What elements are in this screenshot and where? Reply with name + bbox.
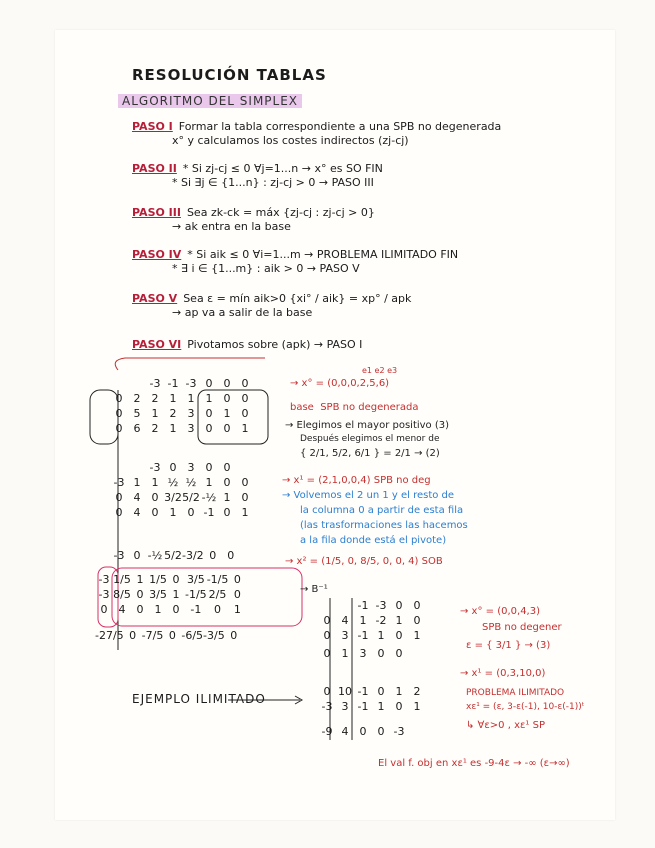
step-text: Formar la tabla correspondiente a una SPB no degenerada <box>178 120 502 133</box>
example-tableau-1 <box>318 598 426 643</box>
note-prob: PROBLEMA ILIMITADO <box>466 688 565 698</box>
tableau-cell: -½ <box>147 549 163 562</box>
tableau-cell: 0 <box>377 725 385 738</box>
tableau-cell: 0 <box>100 603 108 616</box>
note-x0 <box>290 378 389 389</box>
tableau-cell: 0 <box>223 377 231 390</box>
tableau-cell: 0 <box>230 629 238 642</box>
tableau-row <box>318 613 426 628</box>
note-binv: → B⁻¹ <box>300 584 328 595</box>
step-label: PASO I <box>132 120 173 133</box>
example-tableau-1-z-row <box>318 646 408 661</box>
tableau-cell: 1 <box>169 422 177 435</box>
note-volvemos-2: la columna 0 a partir de esta fila <box>300 505 464 516</box>
tableau-row <box>110 460 254 475</box>
tableau-cell: 0 <box>223 476 231 489</box>
tableau-cell: -3 <box>375 599 387 612</box>
tableau-cell: 0 <box>172 573 180 586</box>
tableau-cell <box>128 376 146 391</box>
tableau-cell: -27/5 <box>95 629 124 642</box>
tableau-cell: 0 <box>205 461 213 474</box>
tableau-cell: 0 <box>377 647 385 660</box>
tableau-row <box>110 421 254 436</box>
tableau-cell: 0 <box>172 603 180 616</box>
tableau-1 <box>110 376 254 436</box>
tableau-cell <box>110 376 128 391</box>
tableau-cell: -1 <box>357 629 369 642</box>
tableau-row <box>95 628 243 643</box>
tableau-2 <box>110 460 254 520</box>
tableau-cell: 4 <box>341 725 349 738</box>
note-ex-x0: → x° = (0,0,4,3) <box>460 606 540 617</box>
tableau-cell: 3 <box>187 461 195 474</box>
note-despues: Después elegimos el menor de <box>300 434 440 444</box>
tableau-cell: 0 <box>151 506 159 519</box>
example-title: EJEMPLO ILIMITADO <box>132 692 266 706</box>
tableau-cell: 0 <box>168 629 176 642</box>
note-forall: ↳ ∀ε>0 , xε¹ SP <box>466 720 545 731</box>
tableau-cell: 4 <box>133 506 141 519</box>
tableau-cell: -½ <box>201 491 217 504</box>
tableau-cell: -1/5 <box>206 573 229 586</box>
tableau-cell: 0 <box>223 422 231 435</box>
tableau-cell: 0 <box>227 549 235 562</box>
note-elegimos: → Elegimos el mayor positivo (3) <box>285 420 450 431</box>
note-ex-x1: → x¹ = (0,3,10,0) <box>460 668 546 679</box>
note-ex-eps: ε = { 3/1 } → (3) <box>466 640 551 651</box>
example-tableau-2-z-row <box>318 724 408 739</box>
tableau-cell: 0 <box>413 599 421 612</box>
tableau-cell: 4 <box>341 614 349 627</box>
tableau-3 <box>95 572 246 617</box>
step-text: → ak entra en la base <box>172 220 291 233</box>
tableau-cell: 0 <box>169 461 177 474</box>
tableau-row <box>95 587 246 602</box>
note-basis: e1 e2 e3 <box>362 366 398 375</box>
tableau-cell: 1 <box>187 392 195 405</box>
tableau-3-body <box>95 572 246 617</box>
note-volvemos-3: (las trasformaciones las hacemos <box>300 520 468 531</box>
tableau-row <box>318 699 426 714</box>
tableau-cell: 0 <box>205 377 213 390</box>
step-text: Sea zk-ck = máx {zj-cj : zj-cj > 0} <box>186 206 375 219</box>
tableau-cell <box>236 460 254 475</box>
page-subtitle: ALGORITMO DEL SIMPLEX <box>118 94 302 108</box>
tableau-row <box>110 406 254 421</box>
tableau-row <box>110 505 254 520</box>
tableau-1-body <box>110 376 254 436</box>
tableau-cell: 1 <box>169 392 177 405</box>
tableau-cell: 1 <box>341 647 349 660</box>
tableau-row <box>318 646 408 661</box>
tableau-cell: 6 <box>133 422 141 435</box>
tableau-cell: 0 <box>233 573 241 586</box>
tableau-2-z-row <box>110 548 240 563</box>
tableau-cell: -3 <box>113 549 125 562</box>
tableau-2-z-body <box>110 548 240 563</box>
tableau-cell: 1 <box>413 700 421 713</box>
tableau-cell: 0 <box>205 407 213 420</box>
tableau-cell: 1 <box>169 506 177 519</box>
tableau-cell: 1 <box>413 629 421 642</box>
tableau-cell: 1/5 <box>113 573 131 586</box>
tableau-cell: 0 <box>187 506 195 519</box>
tableau-cell: 0 <box>115 392 123 405</box>
tableau-cell: 1 <box>377 629 385 642</box>
note-ex-spb: SPB no degener <box>482 622 562 633</box>
tableau-cell: 1 <box>205 392 213 405</box>
tableau-cell: -3 <box>149 461 161 474</box>
tableau-cell: -9 <box>321 725 333 738</box>
tableau-cell: 1 <box>133 476 141 489</box>
step-text: → ap va a salir de la base <box>172 306 313 319</box>
tableau-cell: 1 <box>223 491 231 504</box>
tableau-cell: 2/5 <box>208 588 227 601</box>
note-text: → x° = (0,0,0,2,5,6) <box>290 378 390 389</box>
tableau-cell: 0 <box>395 647 403 660</box>
step-text: * Si zj-cj ≤ 0 ∀j=1...n → x° es SO FIN <box>182 162 383 175</box>
tableau-cell: 0 <box>151 491 159 504</box>
tableau-cell: -3 <box>185 377 197 390</box>
tableau-row <box>110 391 254 406</box>
tableau-cell: 3 <box>341 629 349 642</box>
tableau-cell: 0 <box>241 392 249 405</box>
step-text: * Si aik ≤ 0 ∀i=1...m → PROBLEMA ILIMITADO FIN <box>187 248 459 261</box>
tableau-cell: -1 <box>357 599 369 612</box>
tableau-cell: 1 <box>136 573 144 586</box>
tableau-cell: 5/2 <box>164 549 182 562</box>
tableau-cell: -3/5 <box>203 629 225 642</box>
tableau-cell: 3 <box>341 700 349 713</box>
tableau-cell: -1 <box>167 377 179 390</box>
tableau-cell: 3 <box>359 647 367 660</box>
step-text: * Si ∃j ∈ {1...n} : zj-cj > 0 → PASO III <box>172 176 374 189</box>
tableau-cell: 0 <box>115 407 123 420</box>
tableau-cell: -1 <box>357 700 369 713</box>
note-xe: xε¹ = (ε, 3-ε(-1), 10-ε(-1))ᵗ <box>466 702 585 712</box>
tableau-cell: 1 <box>241 506 249 519</box>
tableau-cell: 8/5 <box>113 588 131 601</box>
example-tableau-1-z-body <box>318 646 408 661</box>
step-label: PASO III <box>132 206 181 219</box>
tableau-cell: 0 <box>223 392 231 405</box>
tableau-cell: 0 <box>233 588 241 601</box>
tableau-cell: 0 <box>136 603 144 616</box>
tableau-cell: 2 <box>413 685 421 698</box>
tableau-cell <box>318 598 336 613</box>
tableau-3-z-body <box>95 628 243 643</box>
note-x1: → x¹ = (2,1,0,0,4) SPB no deg <box>282 475 431 486</box>
tableau-cell: 0 <box>241 407 249 420</box>
example-tableau-2 <box>318 684 426 714</box>
step-label: PASO VI <box>132 338 182 351</box>
tableau-cell: 3 <box>187 422 195 435</box>
tableau-row <box>110 490 254 505</box>
tableau-row <box>318 598 426 613</box>
tableau-cell: 0 <box>223 506 231 519</box>
note-ratios: { 2/1, 5/2, 6/1 } = 2/1 → (2) <box>300 448 440 459</box>
step-label: PASO II <box>132 162 177 175</box>
tableau-cell: -3 <box>321 700 333 713</box>
tableau-cell: 2 <box>151 422 159 435</box>
tableau-cell: 0 <box>214 603 222 616</box>
tableau-cell: 3/5 <box>186 573 205 586</box>
tableau-row <box>318 724 408 739</box>
tableau-cell: 0 <box>323 629 331 642</box>
tableau-cell: 5/2 <box>182 491 200 504</box>
example-tableau-2-body <box>318 684 426 714</box>
tableau-cell: -1 <box>203 506 215 519</box>
tableau-cell: 2 <box>151 392 159 405</box>
tableau-cell: 1 <box>154 603 162 616</box>
note-spb <box>290 402 418 413</box>
tableau-cell: -3 <box>113 476 125 489</box>
tableau-cell: 0 <box>395 599 403 612</box>
tableau-cell: 3 <box>187 407 195 420</box>
tableau-cell: 2 <box>133 392 141 405</box>
tableau-row <box>95 602 246 617</box>
tableau-cell: 0 <box>241 377 249 390</box>
tableau-cell: 0 <box>241 491 249 504</box>
tableau-cell: 0 <box>359 725 367 738</box>
tableau-cell: 0 <box>395 700 403 713</box>
tableau-cell: -3 <box>98 588 110 601</box>
note-volvemos-1: → Volvemos el 2 un 1 y el resto de <box>282 490 455 501</box>
tableau-cell: 0 <box>323 614 331 627</box>
tableau-row <box>110 475 254 490</box>
tableau-cell: 1 <box>395 614 403 627</box>
tableau-cell: -1 <box>357 685 369 698</box>
tableau-cell: ½ <box>167 476 179 489</box>
tableau-cell: 0 <box>413 614 421 627</box>
tableau-row <box>318 628 426 643</box>
tableau-cell <box>110 460 128 475</box>
tableau-cell: 4 <box>133 491 141 504</box>
tableau-cell: -3 <box>393 725 405 738</box>
tableau-cell: 1 <box>223 407 231 420</box>
tableau-cell: 0 <box>395 629 403 642</box>
tableau-cell: 0 <box>323 685 331 698</box>
step-text: Sea ε = mín aik>0 {xi° / aik} = xp° / apk <box>183 292 412 305</box>
tableau-cell: 1 <box>205 476 213 489</box>
step-text: * ∃ i ∈ {1...m} : aik > 0 → PASO V <box>172 262 360 275</box>
tableau-cell: -3/2 <box>182 549 204 562</box>
tableau-cell: 0 <box>223 461 231 474</box>
note-text: SPB no degenerada <box>320 402 419 413</box>
tableau-cell: 1 <box>172 588 180 601</box>
tableau-cell <box>336 598 354 613</box>
tableau-cell: -2 <box>375 614 387 627</box>
tableau-row <box>318 684 426 699</box>
tableau-cell: 0 <box>115 491 123 504</box>
tableau-cell: ½ <box>185 476 197 489</box>
tableau-cell: 1/5 <box>149 573 167 586</box>
tableau-cell: 0 <box>133 549 141 562</box>
tableau-cell: 2 <box>169 407 177 420</box>
tableau-cell: 0 <box>115 506 123 519</box>
tableau-row <box>95 572 246 587</box>
step-label: PASO V <box>132 292 178 305</box>
tableau-cell: 1 <box>151 407 159 420</box>
tableau-cell: 0 <box>377 685 385 698</box>
step-text: Pivotamos sobre (apk) → PASO I <box>187 338 363 351</box>
tableau-cell: 1 <box>233 603 241 616</box>
tableau-cell: 0 <box>241 476 249 489</box>
tableau-cell: -1/5 <box>185 588 207 601</box>
example-tableau-2-z-body <box>318 724 408 739</box>
tableau-cell: 0 <box>323 647 331 660</box>
tableau-cell: 1 <box>395 685 403 698</box>
tableau-cell: 4 <box>118 603 126 616</box>
step-text: x° y calculamos los costes indirectos (zj-cj) <box>172 134 409 147</box>
note-text: base <box>290 402 314 413</box>
tableau-cell: 3/2 <box>164 491 182 504</box>
tableau-row <box>110 376 254 391</box>
tableau-cell: -6/5 <box>181 629 204 642</box>
tableau-cell: 10 <box>338 685 352 698</box>
tableau-cell: 1 <box>359 614 367 627</box>
tableau-cell: 0 <box>205 422 213 435</box>
tableau-cell: 1 <box>151 476 159 489</box>
tableau-cell: -3 <box>98 573 110 586</box>
tableau-cell: 0 <box>209 549 217 562</box>
tableau-row <box>110 548 240 563</box>
page-title: RESOLUCIÓN TABLAS <box>132 66 327 84</box>
tableau-2-body <box>110 460 254 520</box>
tableau-cell: 0 <box>136 588 144 601</box>
tableau-cell: 3/5 <box>149 588 167 601</box>
note-volvemos-4: a la fila donde está el pivote) <box>300 535 447 546</box>
tableau-cell: 0 <box>115 422 123 435</box>
step-label: PASO IV <box>132 248 182 261</box>
tableau-cell: -1 <box>190 603 202 616</box>
tableau-cell: 1 <box>377 700 385 713</box>
note-x2: → x² = (1/5, 0, 8/5, 0, 0, 4) SOB <box>285 556 443 567</box>
tableau-cell: 5 <box>133 407 141 420</box>
tableau-cell: 1 <box>241 422 249 435</box>
tableau-cell <box>128 460 146 475</box>
note-final: El val f. obj en xε¹ es -9-4ε → -∞ (ε→∞) <box>378 758 570 769</box>
tableau-cell: -7/5 <box>141 629 164 642</box>
example-tableau-1-body <box>318 598 426 643</box>
tableau-cell: -3 <box>149 377 161 390</box>
tableau-cell: 0 <box>129 629 137 642</box>
tableau-3-z-row <box>95 628 243 643</box>
